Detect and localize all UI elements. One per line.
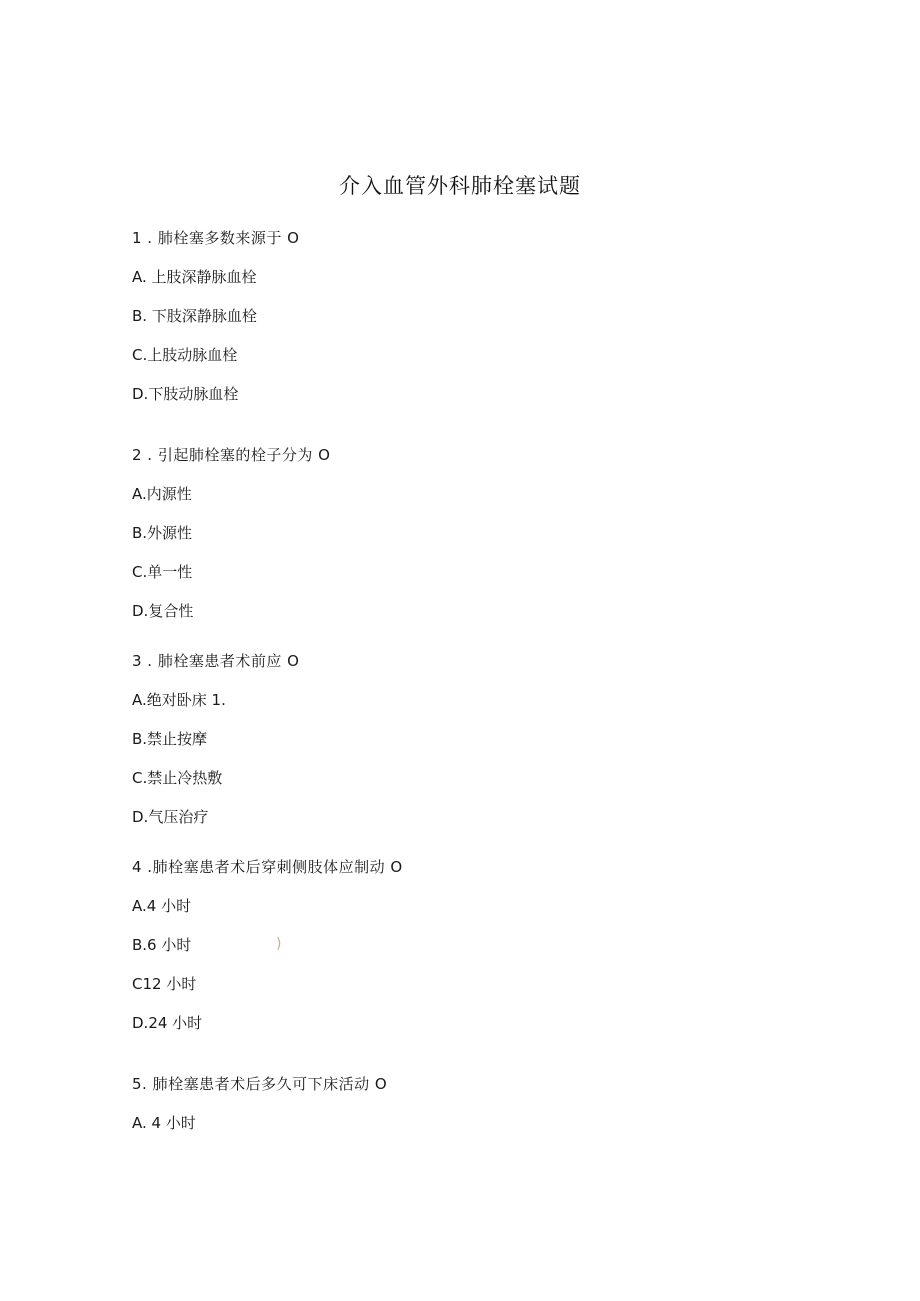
question-1-option-b: B. 下肢深静脉血栓 bbox=[132, 307, 257, 325]
question-1-option-a: A. 上肢深静脉血栓 bbox=[132, 268, 257, 286]
question-2-option-a: A.内源性 bbox=[132, 485, 192, 503]
question-3-stem: 3 . 肺栓塞患者术前应 O bbox=[132, 652, 300, 670]
question-3-option-d: D.气压治疗 bbox=[132, 808, 209, 826]
question-4-option-b: B.6 小时 bbox=[132, 936, 192, 954]
question-5-stem: 5. 肺栓塞患者术后多久可下床活动 O bbox=[132, 1075, 388, 1093]
question-4-option-a: A.4 小时 bbox=[132, 897, 192, 915]
page-title: 介入血管外科肺栓塞试题 bbox=[339, 174, 581, 198]
question-3-option-c: C.禁止冷热敷 bbox=[132, 769, 223, 787]
question-1-option-c: C.上肢动脉血栓 bbox=[132, 346, 238, 364]
question-3-option-b: B.禁止按摩 bbox=[132, 730, 208, 748]
question-2-option-b: B.外源性 bbox=[132, 524, 193, 542]
stray-mark: ) bbox=[276, 936, 282, 952]
question-1-option-d: D.下肢动脉血栓 bbox=[132, 385, 239, 403]
question-3-option-a: A.绝对卧床 1. bbox=[132, 691, 226, 709]
question-1-stem: 1 . 肺栓塞多数来源于 O bbox=[132, 229, 300, 247]
question-2-stem: 2 . 引起肺栓塞的栓子分为 O bbox=[132, 446, 331, 464]
question-4-stem: 4 .肺栓塞患者术后穿刺侧肢体应制动 O bbox=[132, 858, 403, 876]
question-4-option-c: C12 小时 bbox=[132, 975, 197, 993]
question-2-option-c: C.单一性 bbox=[132, 563, 193, 581]
question-4-option-d: D.24 小时 bbox=[132, 1014, 203, 1032]
question-5-option-a: A. 4 小时 bbox=[132, 1114, 196, 1132]
question-2-option-d: D.复合性 bbox=[132, 602, 194, 620]
